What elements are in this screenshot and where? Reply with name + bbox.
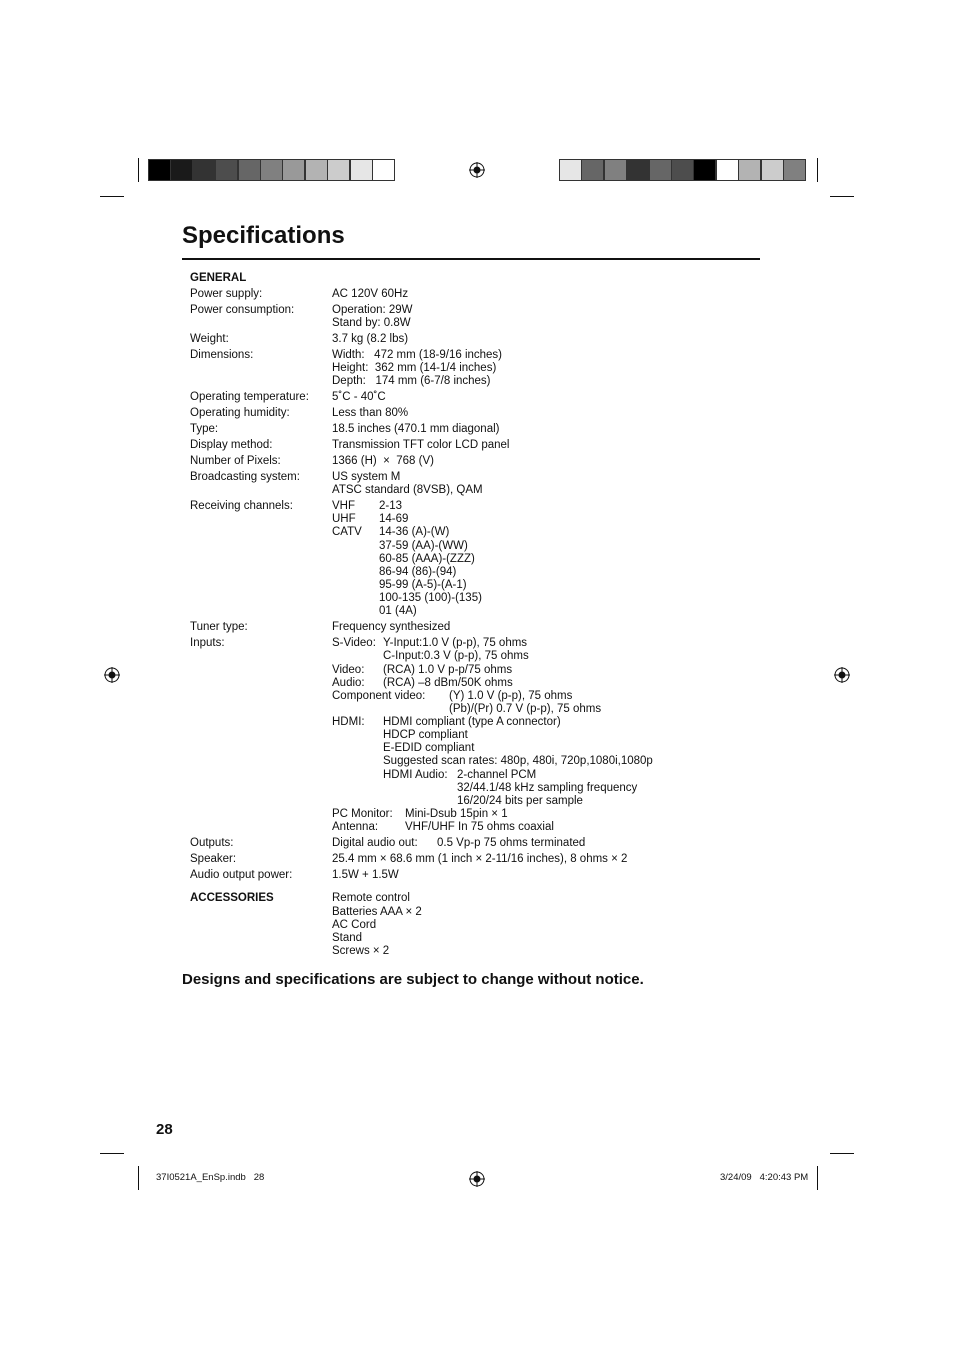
spec-label: Power supply:	[190, 288, 263, 300]
color-swatch	[305, 159, 328, 181]
spec-label: Display method:	[190, 439, 273, 451]
color-swatch	[693, 159, 716, 181]
color-swatch	[559, 159, 582, 181]
crop-mark	[138, 1166, 139, 1190]
registration-target-icon	[469, 162, 485, 178]
crop-mark	[100, 1153, 124, 1154]
crop-mark	[817, 1166, 818, 1190]
spec-value: 1.5W + 1.5W	[332, 869, 399, 881]
registration-target-icon	[469, 1171, 485, 1187]
spec-value: Frequency synthesized	[332, 621, 451, 633]
spec-value: 14-69	[379, 513, 409, 525]
spec-label: Operating temperature:	[190, 391, 309, 403]
accessory-item: AC Cord	[332, 919, 377, 931]
spec-label: Outputs:	[190, 837, 234, 849]
color-swatch	[193, 159, 216, 181]
accessory-item: Remote control	[332, 892, 410, 904]
change-notice: Designs and specifications are subject to change without notice.	[182, 971, 644, 988]
spec-value: HDCP compliant	[383, 729, 468, 741]
spec-value: HDMI:	[332, 716, 365, 728]
spec-value: 2-13	[379, 500, 403, 512]
spec-value: (RCA) 1.0 V p-p/75 ohms	[383, 664, 513, 676]
color-swatch	[327, 159, 350, 181]
color-swatch	[716, 159, 739, 181]
spec-value: 01 (4A)	[379, 605, 417, 617]
section-heading-general: GENERAL	[190, 272, 247, 284]
registration-target-icon	[834, 667, 850, 683]
spec-value: HDMI compliant (type A connector)	[383, 716, 561, 728]
footer-file-name: 37I0521A_EnSp.indb 28	[156, 1172, 265, 1183]
spec-value: PC Monitor:	[332, 808, 393, 820]
color-swatch	[626, 159, 649, 181]
spec-value: Depth: 174 mm (6-7/8 inches)	[332, 375, 491, 387]
color-swatch	[238, 159, 261, 181]
spec-value: 25.4 mm × 68.6 mm (1 inch × 2-11/16 inches), 8 ohms × 2	[332, 853, 628, 865]
spec-value: Width: 472 mm (18-9/16 inches)	[332, 349, 503, 361]
spec-value: Y-Input:1.0 V (p-p), 75 ohms	[383, 637, 528, 649]
color-swatch	[260, 159, 283, 181]
spec-value: (Pb)/(Pr) 0.7 V (p-p), 75 ohms	[449, 703, 602, 715]
spec-label: Dimensions:	[190, 349, 254, 361]
spec-value: 37-59 (AA)-(WW)	[379, 540, 468, 552]
spec-label: Inputs:	[190, 637, 225, 649]
spec-value: 2-channel PCM	[457, 769, 537, 781]
spec-label: Type:	[190, 423, 219, 435]
spec-value: E-EDID compliant	[383, 742, 475, 754]
spec-value: 1366 (H) × 768 (V)	[332, 455, 434, 467]
spec-value: AC 120V 60Hz	[332, 288, 409, 300]
spec-value: S-Video:	[332, 637, 376, 649]
spec-value: Mini-Dsub 15pin × 1	[405, 808, 508, 820]
accessory-item: Batteries AAA × 2	[332, 906, 422, 918]
spec-value: Antenna:	[332, 821, 379, 833]
title-rule	[182, 258, 760, 260]
accessory-item: Screws × 2	[332, 945, 390, 957]
color-swatch	[350, 159, 373, 181]
spec-value: VHF/UHF In 75 ohms coaxial	[405, 821, 554, 833]
color-swatch	[761, 159, 784, 181]
spec-value: 100-135 (100)-(135)	[379, 592, 482, 604]
spec-value: UHF	[332, 513, 356, 525]
spec-value: Component video:	[332, 690, 426, 702]
spec-value: ATSC standard (8VSB), QAM	[332, 484, 483, 496]
spec-value: 0.5 Vp-p 75 ohms terminated	[437, 837, 586, 849]
spec-label: Receiving channels:	[190, 500, 293, 512]
spec-value: (Y) 1.0 V (p-p), 75 ohms	[449, 690, 573, 702]
color-swatch	[671, 159, 694, 181]
spec-label: Audio output power:	[190, 869, 293, 881]
spec-value: Video:	[332, 664, 365, 676]
crop-mark	[100, 196, 124, 197]
color-swatch	[170, 159, 193, 181]
spec-value: Digital audio out:	[332, 837, 418, 849]
crop-mark	[817, 158, 818, 182]
spec-value: (RCA) –8 dBm/50K ohms	[383, 677, 513, 689]
color-swatch	[215, 159, 238, 181]
color-swatch	[604, 159, 627, 181]
page-number: 28	[156, 1121, 173, 1138]
spec-value: VHF	[332, 500, 355, 512]
color-swatch	[581, 159, 604, 181]
spec-label: Tuner type:	[190, 621, 248, 633]
spec-label: Operating humidity:	[190, 407, 290, 419]
spec-value: 16/20/24 bits per sample	[457, 795, 583, 807]
spec-label: Number of Pixels:	[190, 455, 281, 467]
spec-value: HDMI Audio:	[383, 769, 448, 781]
crop-mark	[830, 196, 854, 197]
spec-value: Suggested scan rates: 480p, 480i, 720p,1080i,1080p	[383, 755, 653, 767]
spec-value: 95-99 (A-5)-(A-1)	[379, 579, 467, 591]
crop-mark	[138, 158, 139, 182]
spec-value: 32/44.1/48 kHz sampling frequency	[457, 782, 638, 794]
color-swatch	[148, 159, 171, 181]
spec-label: Broadcasting system:	[190, 471, 300, 483]
spec-value: Height: 362 mm (14-1/4 inches)	[332, 362, 497, 374]
color-swatch	[649, 159, 672, 181]
footer-timestamp: 3/24/09 4:20:43 PM	[720, 1172, 809, 1183]
section-heading-accessories: ACCESSORIES	[190, 892, 274, 904]
spec-label: Weight:	[190, 333, 229, 345]
spec-value: 60-85 (AAA)-(ZZZ)	[379, 553, 475, 565]
spec-value: Operation: 29W	[332, 304, 413, 316]
color-swatch	[783, 159, 806, 181]
spec-label: Speaker:	[190, 853, 237, 865]
spec-value: 5˚C - 40˚C	[332, 391, 386, 403]
spec-value: 14-36 (A)-(W)	[379, 526, 450, 538]
spec-value: Stand by: 0.8W	[332, 317, 411, 329]
spec-value: Less than 80%	[332, 407, 409, 419]
page-title: Specifications	[182, 222, 345, 249]
color-swatch	[372, 159, 395, 181]
accessory-item: Stand	[332, 932, 363, 944]
spec-value: Transmission TFT color LCD panel	[332, 439, 510, 451]
spec-value: US system M	[332, 471, 401, 483]
crop-mark	[830, 1153, 854, 1154]
spec-value: CATV	[332, 526, 362, 538]
spec-value: 86-94 (86)-(94)	[379, 566, 457, 578]
color-swatch	[282, 159, 305, 181]
spec-value: C-Input:0.3 V (p-p), 75 ohms	[383, 650, 529, 662]
spec-value: 18.5 inches (470.1 mm diagonal)	[332, 423, 500, 435]
color-swatch	[738, 159, 761, 181]
spec-label: Power consumption:	[190, 304, 295, 316]
spec-value: Audio:	[332, 677, 365, 689]
registration-target-icon	[104, 667, 120, 683]
spec-value: 3.7 kg (8.2 lbs)	[332, 333, 409, 345]
